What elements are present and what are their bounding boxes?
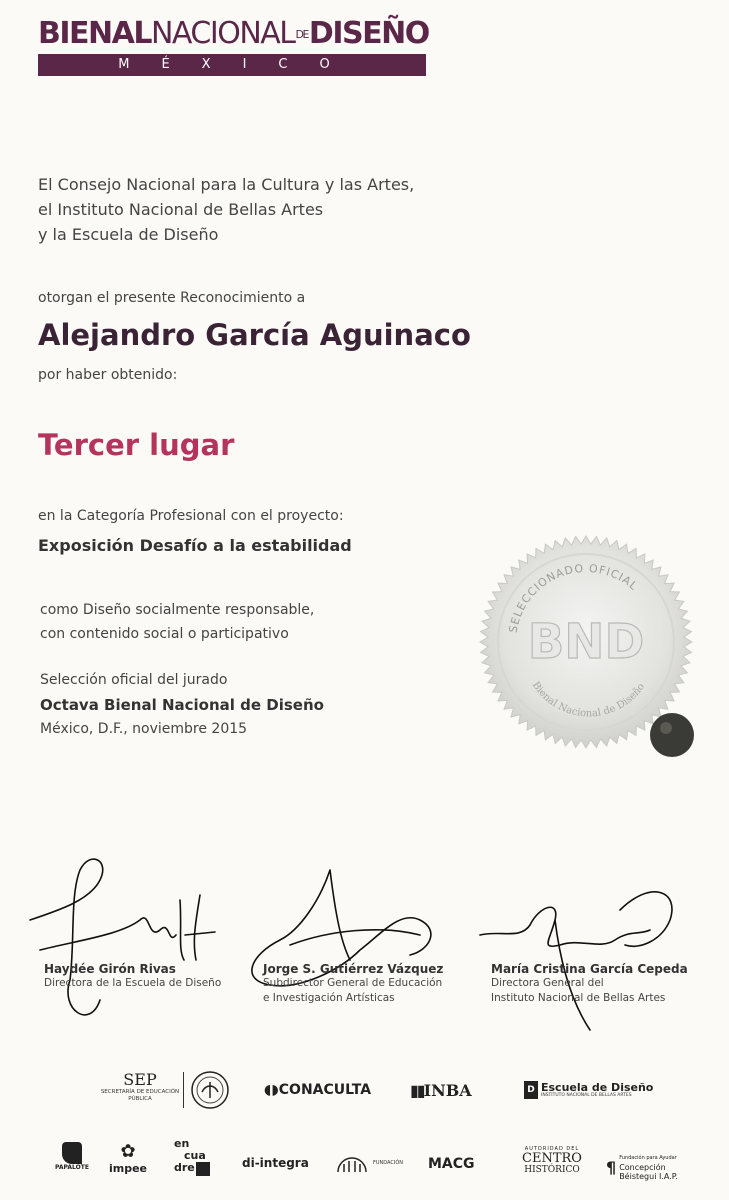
centro-line: HISTÓRICO <box>524 1165 580 1175</box>
impee-flower-icon: ✿ <box>120 1141 136 1162</box>
inba-bars-icon: ▮▮ <box>410 1081 424 1100</box>
centro-line: CENTRO <box>522 1151 582 1166</box>
conaculta-mark-icon: ◖◗ <box>264 1082 279 1098</box>
fundacion-text: FUNDACIÓN <box>373 1160 404 1166</box>
signature-giron <box>30 859 215 1015</box>
logo-country-bar: MÉXICO <box>38 54 426 76</box>
diintegra-logo: di-integra <box>242 1156 309 1170</box>
signatory-role: Directora de la Escuela de Diseño <box>44 977 222 989</box>
issuing-institutions <box>38 172 414 247</box>
intro-line: El Consejo Nacional para la Cultura y las Artes, <box>38 175 415 194</box>
edition-name: Octava Bienal Nacional de Diseño <box>40 696 324 714</box>
signature-strokes <box>0 840 729 1040</box>
papalote-logo <box>52 1142 92 1171</box>
logo-de: DE <box>295 27 308 41</box>
signatory-name: Jorge S. Gutiérrez Vázquez <box>263 962 444 976</box>
eagle-shield-icon <box>190 1070 230 1110</box>
papalote-kite-icon <box>62 1142 82 1164</box>
design-description <box>40 598 314 646</box>
signatory-name: Haydée Girón Rivas <box>44 962 176 976</box>
seal-sticker <box>650 713 694 757</box>
sep-logo <box>100 1070 180 1103</box>
logo-nacional: NACIONAL <box>150 16 295 51</box>
sep-subtitle: SECRETARÍA DE EDUCACIÓN PÚBLICA <box>100 1089 180 1102</box>
award-intro: otorgan el presente Reconocimiento a <box>38 290 306 306</box>
bienal-logo-title <box>38 16 429 51</box>
concepcion-mark-icon: ¶ <box>606 1158 617 1177</box>
papalote-text: PAPALOTE <box>55 1164 89 1171</box>
signature-block-garcia <box>491 962 688 1006</box>
dome-icon <box>335 1152 369 1174</box>
jury-text: Selección oficial del jurado <box>40 672 228 688</box>
macg-logo: MACG <box>428 1156 475 1172</box>
seal-logo: BND <box>527 614 645 670</box>
encuadre-line: en <box>174 1137 190 1150</box>
concepcion-line: Fundación para Ayudar <box>619 1155 677 1161</box>
sep-divider <box>183 1072 184 1108</box>
signatory-role: Directora General del <box>491 977 604 989</box>
inba-text: INBA <box>423 1081 472 1100</box>
impee-logo <box>108 1142 148 1175</box>
intro-line: el Instituto Nacional de Bellas Artes <box>38 200 324 219</box>
logo-diseno: DISEÑO <box>308 16 429 51</box>
concepcion-line: Concepción <box>619 1163 666 1172</box>
impee-text: impee <box>108 1162 148 1175</box>
recipient-name: Alejandro García Aguinaco <box>38 318 471 352</box>
escuela-subtitle: INSTITUTO NACIONAL DE BELLAS ARTES <box>541 1092 632 1098</box>
design-line: como Diseño socialmente responsable, <box>40 602 315 618</box>
concepcion-logo <box>606 1154 678 1181</box>
signatory-name: María Cristina García Cepeda <box>491 962 688 976</box>
escuela-mark-icon: D <box>524 1081 538 1099</box>
logo-bienal: BIENAL <box>38 16 151 51</box>
sep-text: SEP <box>123 1070 157 1089</box>
award-place: Tercer lugar <box>38 428 235 462</box>
place-date: México, D.F., noviembre 2015 <box>40 721 248 737</box>
conaculta-text: CONACULTA <box>278 1082 372 1098</box>
concepcion-line: Béistegui I.A.P. <box>619 1172 678 1181</box>
signature-garcia <box>480 892 672 1030</box>
signatory-role: Instituto Nacional de Bellas Artes <box>491 992 666 1004</box>
signature-block-gutierrez <box>263 962 443 1006</box>
category-text: en la Categoría Profesional con el proyecto: <box>38 508 344 524</box>
project-title: Exposición Desafío a la estabilidad <box>38 536 352 555</box>
fundacion-logo <box>335 1152 403 1174</box>
escuela-text: Escuela de Diseño <box>541 1080 654 1094</box>
seal-ring-text: SELECCIONADO OFICIAL <box>506 561 641 634</box>
official-seal <box>478 530 694 760</box>
encuadre-line: dre <box>174 1161 195 1174</box>
encuadre-line: cua <box>184 1149 206 1162</box>
intro-line: y la Escuela de Diseño <box>38 225 219 244</box>
centro-line: AUTORIDAD DEL <box>524 1146 580 1152</box>
encuadre-square-icon <box>196 1162 210 1176</box>
conaculta-logo <box>264 1082 371 1098</box>
signatory-role: e Investigación Artísticas <box>263 992 395 1004</box>
centro-historico-logo <box>522 1146 582 1175</box>
signatory-role: Subdirector General de Educación <box>263 977 443 989</box>
signature-block-giron <box>44 962 221 991</box>
seal-bottom-text: Bienal Nacional de Diseño <box>529 679 648 720</box>
for-text: por haber obtenido: <box>38 367 178 383</box>
design-line: con contenido social o participativo <box>40 626 289 642</box>
inba-logo <box>410 1081 472 1100</box>
escuela-logo <box>524 1081 653 1099</box>
